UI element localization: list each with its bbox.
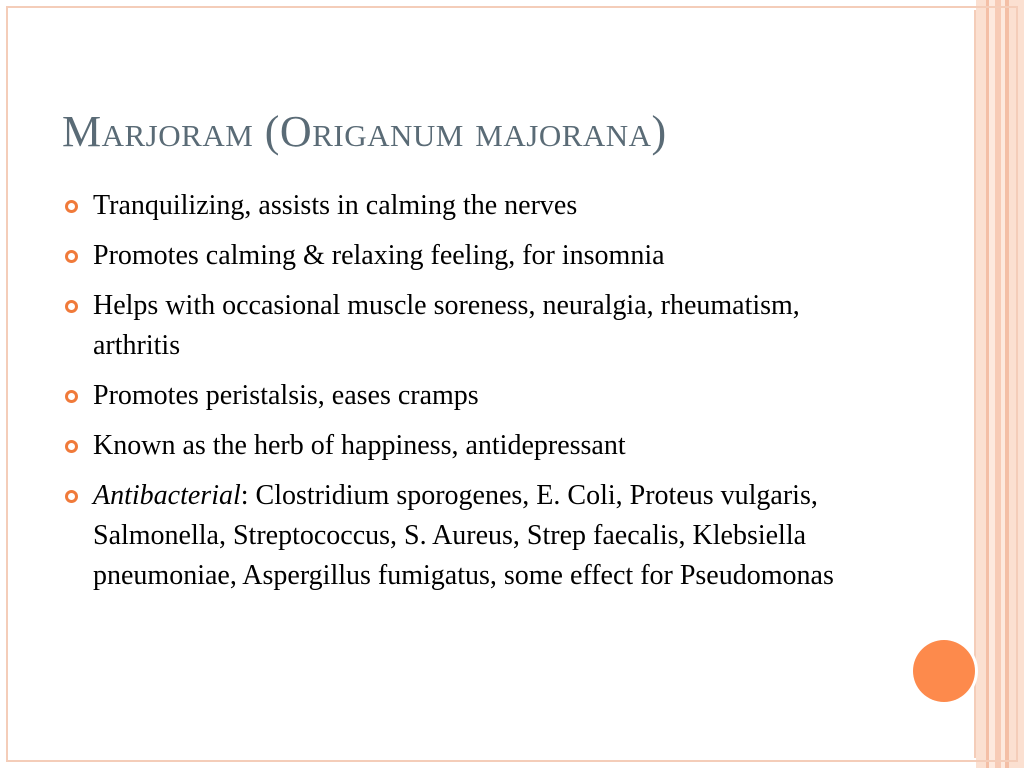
slide-title: Marjoram (Origanum majorana) <box>62 107 667 156</box>
bullet-emphasis: Antibacterial <box>93 480 241 511</box>
bullet-list <box>64 186 884 606</box>
orange-circle-decoration <box>913 640 975 702</box>
decorative-stripe <box>976 0 986 768</box>
bullet-item <box>64 186 884 226</box>
bullet-text: Tranquilizing, assists in calming the nerves <box>93 190 578 221</box>
decorative-stripe <box>1009 0 1024 768</box>
bullet-text: Known as the herb of happiness, antidepressant <box>93 430 626 461</box>
bullet-item <box>64 236 884 276</box>
bullet-item <box>64 426 884 466</box>
hollow-circle-bullet-icon <box>65 300 78 313</box>
hollow-circle-bullet-icon <box>65 390 78 403</box>
bullet-text: : Clostridium sporogenes, E. Coli, Proteus vulgaris, Salmonella, Streptococcus, S. Aureus, Strep faecalis, Klebsiella pneumoniae, Aspergillus fumigatus, some effect for Pseudomonas <box>93 480 834 591</box>
hollow-circle-bullet-icon <box>65 440 78 453</box>
hollow-circle-bullet-icon <box>65 200 78 213</box>
bullet-text: Promotes calming & relaxing feeling, for insomnia <box>93 240 665 271</box>
bullet-text: Helps with occasional muscle soreness, neuralgia, rheumatism, arthritis <box>93 290 800 361</box>
bullet-item <box>64 476 884 596</box>
bullet-item <box>64 286 884 366</box>
hollow-circle-bullet-icon <box>65 490 78 503</box>
hollow-circle-bullet-icon <box>65 250 78 263</box>
bullet-text: Promotes peristalsis, eases cramps <box>93 380 479 411</box>
bullet-item <box>64 376 884 416</box>
